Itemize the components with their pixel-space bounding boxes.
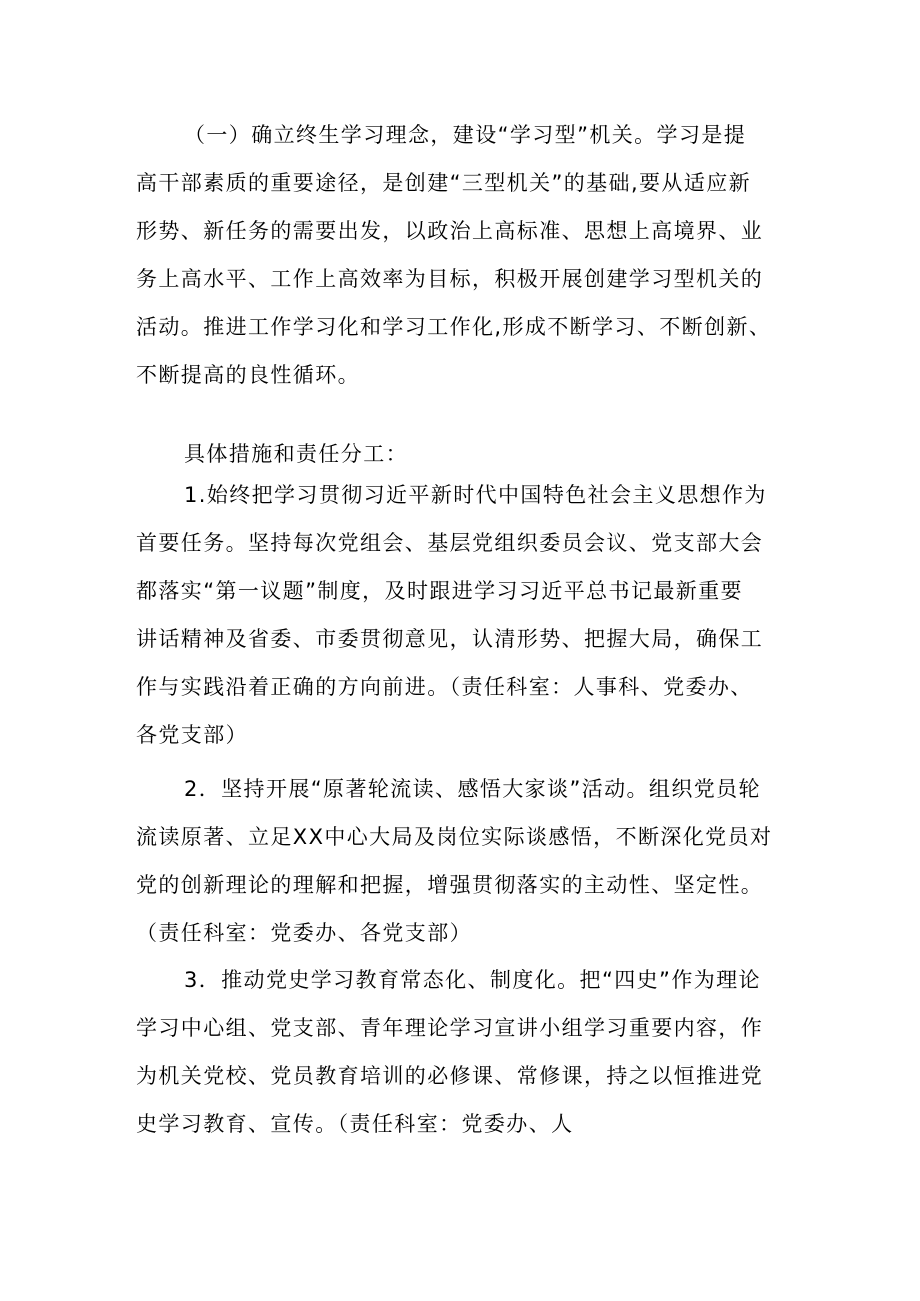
paragraph-item-2 [136,765,772,957]
text-line: 作与实践沿着正确的方向前进。（责任科室：人事科、党委办、 [136,675,753,699]
paragraph-item-1 [136,471,767,759]
text-line: 都落实“第一议题”制度，及时跟进学习习近平总书记最新重要 [136,579,743,603]
paragraph-lifelong-learning [136,111,771,399]
text-line: 2．坚持开展“原著轮流读、感悟大家谈”活动。组织党员轮 [184,777,761,801]
text-line: 首要任务。坚持每次党组会、基层党组织委员会议、党支部大会 [136,531,764,555]
text-line: 为机关党校、党员教育培训的必修课、常修课，持之以恒推进党 [136,1064,764,1088]
text-line: 流读原著、立足XX中心大局及岗位实际谈感悟，不断深化党员对 [136,825,773,849]
text-line: 不断提高的良性循环。 [136,363,360,387]
text-line: 党的创新理论的理解和把握，增强贯彻落实的主动性、坚定性。 [136,873,764,897]
text-line: （责任科室：党委办、各党支部） [136,921,472,945]
text-line: 活动。推进工作学习化和学习工作化,形成不断学习、不断创新、 [136,315,772,339]
text-line: 1.始终把学习贯彻习近平新时代中国特色社会主义思想作为 [184,483,767,507]
text-line: 讲话精神及省委、市委贯彻意见，认清形势、把握大局，确保工 [136,627,764,651]
paragraph-item-3 [136,956,763,1148]
text-line: 3．推动党史学习教育常态化、制度化。把“四史”作为理论 [184,968,761,992]
text-line: 学习中心组、党支部、青年理论学习宣讲小组学习重要内容，作 [136,1016,764,1040]
text-line: 各党支部） [136,723,248,747]
text-line: 史学习教育、宣传。（责任科室：党委办、人 [136,1112,574,1136]
text-line: 务上高水平、工作上高效率为目标，积极开展创建学习型机关的 [136,267,764,291]
text-line: 高干部素质的重要途径，是创建“三型机关”的基础,要从适应新 [136,171,752,195]
text-line: 具体措施和责任分工： [184,442,408,466]
text-line: （一）确立终生学习理念，建设“学习型”机关。学习是提 [184,123,747,147]
text-line: 形势、新任务的需要出发，以政治上高标准、思想上高境界、业 [136,219,764,243]
